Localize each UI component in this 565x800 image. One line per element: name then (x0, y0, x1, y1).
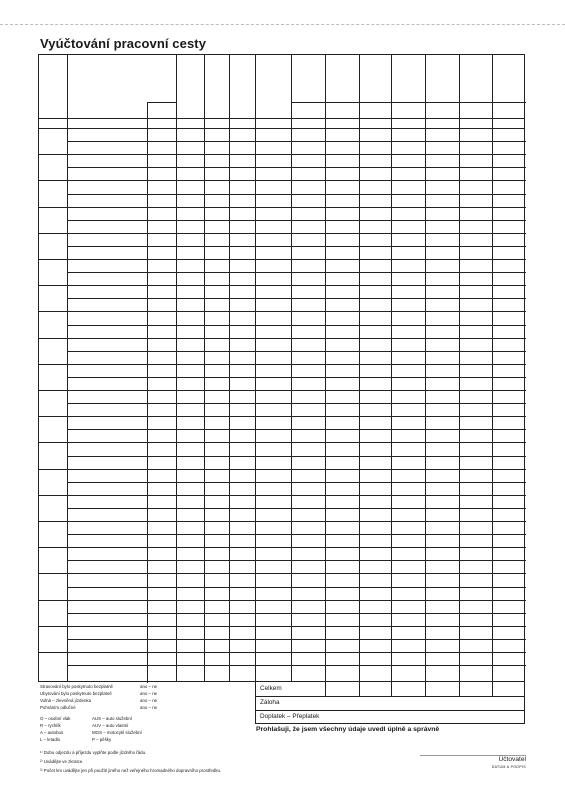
note-text: Volná – zlevněná jízdenka (40, 698, 92, 703)
note-text: AUS – auto služební (92, 716, 133, 721)
note-text: ano – ne (140, 698, 158, 703)
note-text: ano – ne (140, 684, 158, 689)
row-divider (67, 456, 526, 457)
row-divider (67, 416, 526, 417)
date-pair-divider (39, 652, 67, 653)
note-text: ¹⁾ Dobu odjezdu a příjezdu vyplňte podle jízdního řádu. (40, 750, 147, 755)
unit-divider-col2 (147, 102, 176, 103)
note-text: R – rychlík (40, 723, 61, 728)
row-divider (67, 665, 526, 666)
row-divider (67, 573, 526, 574)
date-pair-divider (39, 180, 67, 181)
totals-col-divider (425, 682, 426, 696)
date-pair-divider (39, 311, 67, 312)
totals-label: Doplatek – Přeplatek (260, 713, 320, 720)
row-divider (67, 180, 526, 181)
signature-sublabel: DATUM A PODPIS (491, 765, 526, 769)
row-divider (67, 600, 526, 601)
row-divider (67, 429, 526, 430)
note-text: ²⁾ Uvádějte ve zkratce. (40, 759, 84, 764)
row-divider (67, 495, 526, 496)
note-text: ano – ne (140, 691, 158, 696)
row-divider (67, 194, 526, 195)
date-pair-divider (39, 521, 67, 522)
note-text: MOS – motocykl služební (92, 730, 142, 735)
date-pair-divider (39, 390, 67, 391)
totals-label: Celkem (260, 685, 282, 692)
note-text: AUV – auto vlastní (92, 723, 129, 728)
hour-subdivider (147, 102, 148, 683)
row-divider (67, 298, 526, 299)
date-pair-divider (39, 416, 67, 417)
row-divider (67, 233, 526, 234)
signature-label: Účtovatel (498, 756, 526, 763)
row-divider (67, 639, 526, 640)
date-pair-divider (39, 154, 67, 155)
totals-col-divider (359, 682, 360, 696)
unit-divider (325, 102, 526, 103)
date-pair-divider (39, 233, 67, 234)
date-pair-divider (39, 547, 67, 548)
note-text: Stravování bylo poskytnuto bezplatně (40, 684, 113, 689)
note-text: Ubytování bylo poskytnuto bezplatně (40, 691, 112, 696)
cut-line (0, 24, 565, 25)
row-divider (67, 246, 526, 247)
totals-col-divider (391, 682, 392, 696)
date-pair-divider (39, 573, 67, 574)
date-pair-divider (39, 442, 67, 443)
row-divider (67, 442, 526, 443)
totals-divider (256, 696, 524, 697)
header-divider (39, 118, 524, 119)
row-divider (67, 311, 526, 312)
date-pair-divider (39, 626, 67, 627)
row-divider (67, 285, 526, 286)
unit-divider-col6 (291, 102, 325, 103)
number-row-divider (39, 128, 524, 129)
row-divider (67, 547, 526, 548)
row-divider (67, 154, 526, 155)
row-divider (67, 259, 526, 260)
note-text: A – autobus (40, 730, 64, 735)
row-divider (67, 325, 526, 326)
totals-col-divider (325, 682, 326, 696)
row-divider (67, 482, 526, 483)
row-divider (67, 508, 526, 509)
row-divider (67, 587, 526, 588)
row-divider (67, 351, 526, 352)
row-divider (67, 272, 526, 273)
date-pair-divider (39, 259, 67, 260)
date-pair-divider (39, 469, 67, 470)
date-pair-divider (39, 600, 67, 601)
totals-col-divider (492, 682, 493, 696)
note-text: P – pěšky (92, 737, 112, 742)
totals-label: Záloha (260, 699, 280, 706)
row-divider (67, 626, 526, 627)
note-text: L – letadlo (40, 737, 61, 742)
totals-col-divider (459, 682, 460, 696)
date-pair-divider (39, 338, 67, 339)
note-text: ³⁾ Počet km uvádějte jen při použití jiného než veřejného hromadného dopravního prostředku. (40, 768, 222, 773)
note-text: ano – ne (140, 705, 158, 710)
date-pair-divider (39, 495, 67, 496)
date-pair-divider (39, 207, 67, 208)
row-divider (67, 469, 526, 470)
row-divider (67, 220, 526, 221)
date-pair-divider (39, 285, 67, 286)
totals-divider (256, 710, 524, 711)
row-divider (67, 167, 526, 168)
row-divider (67, 141, 526, 142)
note-text: Pohráním odlučné (40, 705, 76, 710)
totals-box (255, 682, 525, 724)
travel-table (38, 54, 525, 682)
row-divider (67, 403, 526, 404)
row-divider (67, 534, 526, 535)
row-divider (67, 613, 526, 614)
row-divider (67, 390, 526, 391)
row-divider (67, 338, 526, 339)
declaration: Prohlašuji, že jsem všechny údaje uvedl úplně a správně (256, 726, 440, 733)
row-divider (67, 560, 526, 561)
row-divider (67, 521, 526, 522)
note-text: O – osobní vlak (40, 716, 71, 721)
form-title: Vyúčtování pracovní cesty (40, 36, 207, 51)
row-divider (67, 364, 526, 365)
row-divider (67, 652, 526, 653)
date-pair-divider (39, 364, 67, 365)
row-divider (67, 207, 526, 208)
row-divider (67, 377, 526, 378)
